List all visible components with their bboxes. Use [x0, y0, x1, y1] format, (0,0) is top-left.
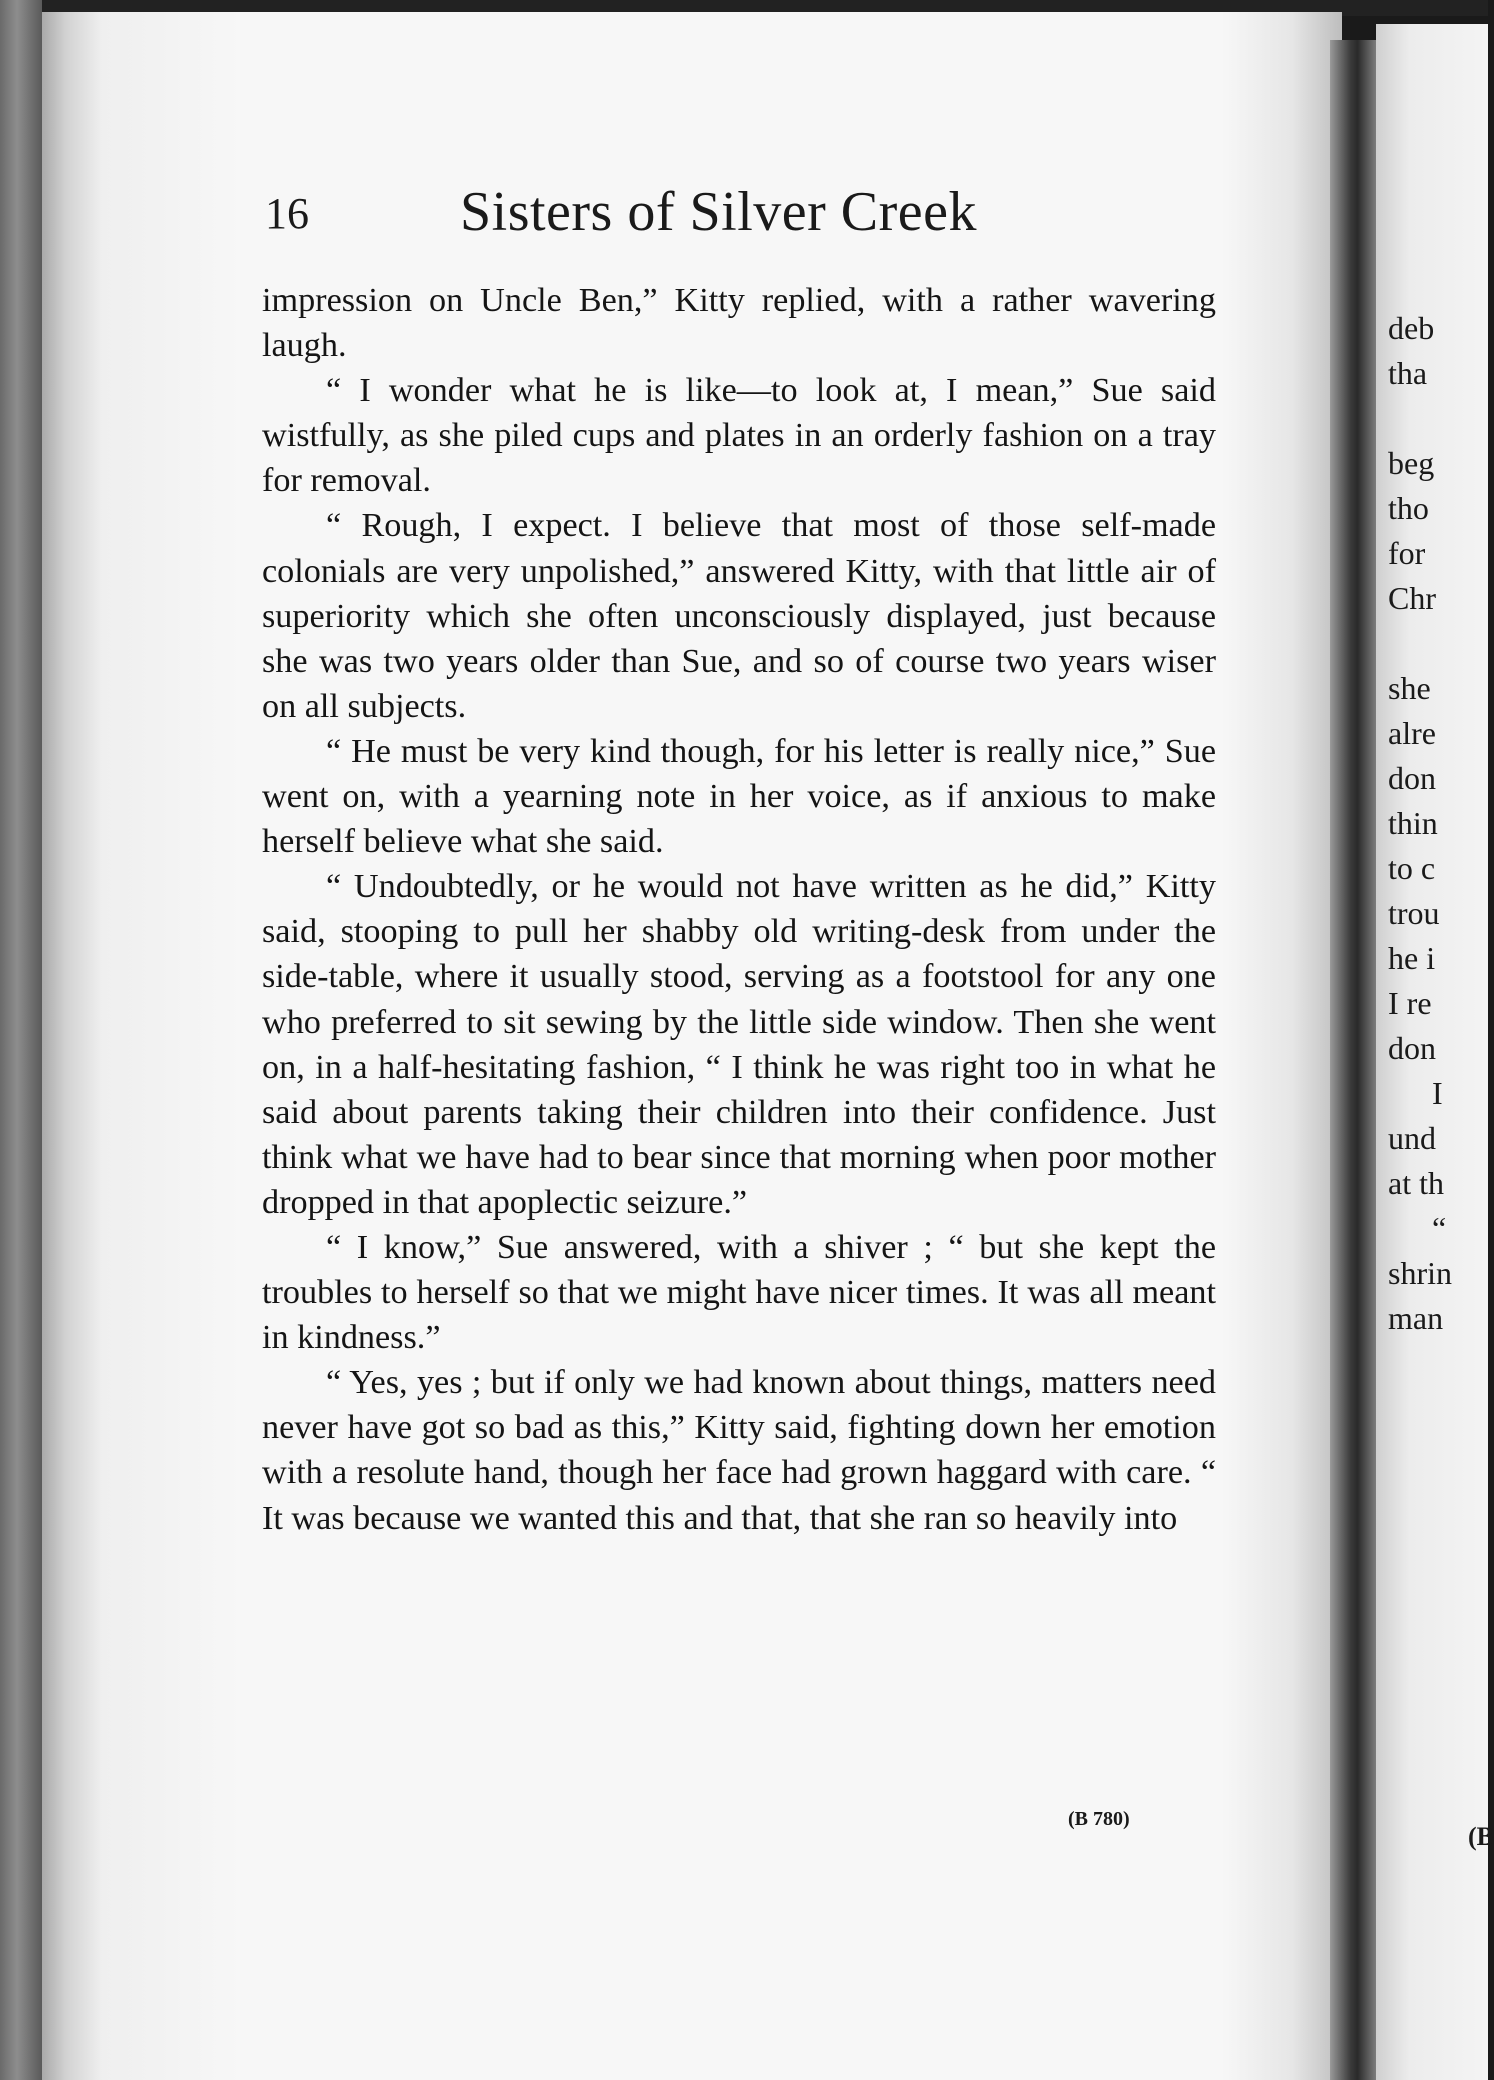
paragraph: “ I wonder what he is like—to look at, I mean,” Sue said wistfully, as she piled cups and plates in an orderly fashion on a tray for removal. [262, 372, 1216, 500]
text-fragment: alre [1388, 715, 1436, 751]
text-fragment: tha [1388, 355, 1428, 391]
text-fragment: thin [1388, 805, 1438, 841]
text-fragment: trou [1388, 895, 1440, 931]
paragraph: impression on Uncle Ben,” Kitty replied, with a rather wavering laugh. [262, 282, 1216, 365]
book-gutter [1330, 40, 1376, 2080]
text-fragment: don [1388, 1030, 1436, 1066]
right-page [1376, 24, 1494, 2080]
text-fragment: for [1388, 535, 1426, 571]
paragraph: “ I know,” Sue answered, with a shiver ; “ but she kept the troubles to herself so that we might have nicer times. It was all meant in kindness.” [262, 1228, 1216, 1357]
book-cover-edge [0, 0, 42, 2080]
paragraph: “ Yes, yes ; but if only we had known about things, matters need never have got so bad as this,” Kitty said, fighting down her emotion with a resolute hand, though her face had grown haggard with care. “ It was because we wanted this and that, that she ran so heavily into [262, 1364, 1216, 1537]
text-fragment: she [1388, 670, 1431, 706]
text-fragment: at th [1388, 1165, 1444, 1201]
signature-mark: (B 780) [1068, 1808, 1130, 1830]
running-title: Sisters of Silver Creek [460, 181, 977, 243]
text-fragment: beg [1388, 445, 1435, 481]
paragraph: “ Undoubtedly, or he would not have written as he did,” Kitty said, stooping to pull her shabby old writing-desk from under the side-table, where it usually stood, serving as a footstool for any one who preferred to sit sewing by the little side window. Then she went on, in a half-hesitating fashion, “ I think he was right too in what he said about parents taking their children into their confidence. Just think what we have had to bear since that morning when poor mother dropped in that apoplectic seizure.” [262, 868, 1216, 1221]
text-fragment: “ [1432, 1210, 1447, 1246]
text-fragment: I [1432, 1075, 1443, 1111]
signature-fragment: (B [1468, 1822, 1494, 1851]
text-fragment: und [1388, 1120, 1436, 1156]
paragraph: “ Rough, I expect. I believe that most of those self-made colonials are very unpolished,” answered Kitty, with that little air of superiority which she often unconsciously displayed, just because she was two years older than Sue, and so of course two years wiser on all subjects. [262, 507, 1216, 725]
text-fragment: don [1388, 760, 1436, 796]
text-fragment: I re [1388, 985, 1432, 1021]
page-header [265, 180, 1245, 250]
paragraph: “ He must be very kind though, for his letter is really nice,” Sue went on, with a yearning note in her voice, as if anxious to make herself believe what she said. [262, 732, 1216, 861]
text-fragment: deb [1388, 310, 1435, 346]
page-number: 16 [265, 189, 309, 238]
text-fragment: Chr [1388, 580, 1436, 616]
text-fragment: shrin [1388, 1255, 1452, 1291]
text-fragment: to c [1388, 850, 1436, 886]
text-fragment: he i [1388, 940, 1436, 976]
text-fragment: man [1388, 1300, 1444, 1336]
body-text [262, 278, 1216, 1541]
text-fragment: tho [1388, 490, 1429, 526]
